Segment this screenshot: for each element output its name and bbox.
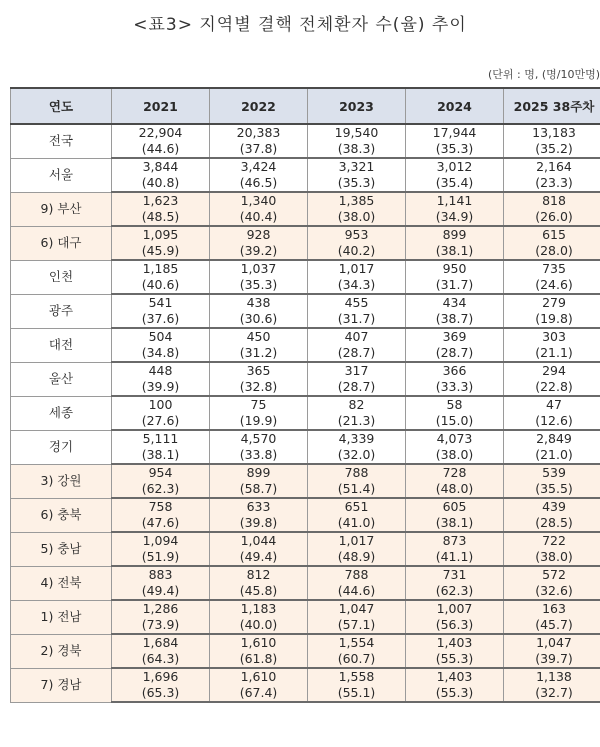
rate-cell: (35.2): [504, 141, 600, 158]
rate-cell: (34.8): [112, 345, 210, 362]
tb-region-table: [10, 87, 600, 703]
count-cell: 100: [112, 396, 210, 413]
rate-cell: (15.0): [406, 413, 504, 430]
count-cell: 1,185: [112, 260, 210, 277]
count-cell: 883: [112, 566, 210, 583]
count-cell: 873: [406, 532, 504, 549]
rate-cell: (21.1): [504, 345, 600, 362]
count-cell: 1,094: [112, 532, 210, 549]
count-cell: 953: [308, 226, 406, 243]
table-row: [11, 600, 600, 617]
region-label: 4) 전북: [11, 566, 112, 600]
count-cell: 899: [210, 464, 308, 481]
rate-cell: (38.0): [504, 549, 600, 566]
count-cell: 303: [504, 328, 600, 345]
rate-cell: (38.0): [406, 447, 504, 464]
count-cell: 1,095: [112, 226, 210, 243]
count-cell: 366: [406, 362, 504, 379]
count-cell: 1,385: [308, 192, 406, 209]
count-cell: 1,007: [406, 600, 504, 617]
count-cell: 455: [308, 294, 406, 311]
rate-cell: (39.9): [112, 379, 210, 396]
count-cell: 1,610: [210, 668, 308, 685]
count-cell: 633: [210, 498, 308, 515]
count-cell: 1,623: [112, 192, 210, 209]
count-cell: 1,684: [112, 634, 210, 651]
count-cell: 788: [308, 464, 406, 481]
count-cell: 5,111: [112, 430, 210, 447]
rate-cell: (45.9): [112, 243, 210, 260]
table-row: [11, 396, 600, 413]
region-label: 세종: [11, 396, 112, 430]
region-label: 1) 전남: [11, 600, 112, 634]
count-cell: 1,037: [210, 260, 308, 277]
region-label: 5) 충남: [11, 532, 112, 566]
count-cell: 75: [210, 396, 308, 413]
rate-cell: (35.5): [504, 481, 600, 498]
count-cell: 448: [112, 362, 210, 379]
count-cell: 758: [112, 498, 210, 515]
region-label: 6) 충북: [11, 498, 112, 532]
count-cell: 20,383: [210, 124, 308, 141]
rate-cell: (41.0): [308, 515, 406, 532]
count-cell: 812: [210, 566, 308, 583]
count-cell: 279: [504, 294, 600, 311]
count-cell: 22,904: [112, 124, 210, 141]
count-cell: 722: [504, 532, 600, 549]
rate-cell: (38.1): [406, 243, 504, 260]
rate-cell: (19.8): [504, 311, 600, 328]
count-cell: 1,610: [210, 634, 308, 651]
rate-cell: (22.8): [504, 379, 600, 396]
region-label: 3) 강원: [11, 464, 112, 498]
count-cell: 58: [406, 396, 504, 413]
count-cell: 728: [406, 464, 504, 481]
count-cell: 1,047: [504, 634, 600, 651]
rate-cell: (26.0): [504, 209, 600, 226]
rate-cell: (37.6): [112, 311, 210, 328]
rate-cell: (55.1): [308, 685, 406, 702]
region-label: 서울: [11, 158, 112, 192]
rate-cell: (60.7): [308, 651, 406, 668]
count-cell: 2,849: [504, 430, 600, 447]
rate-cell: (32.0): [308, 447, 406, 464]
count-cell: 438: [210, 294, 308, 311]
region-label: 9) 부산: [11, 192, 112, 226]
unit-note: (단위 : 명, (명/10만명): [487, 68, 600, 81]
table-row: [11, 294, 600, 311]
rate-cell: (21.0): [504, 447, 600, 464]
rate-cell: (34.3): [308, 277, 406, 294]
rate-cell: (45.8): [210, 583, 308, 600]
table-row: [11, 328, 600, 345]
count-cell: 899: [406, 226, 504, 243]
rate-cell: (40.6): [112, 277, 210, 294]
count-cell: 504: [112, 328, 210, 345]
rate-cell: (30.6): [210, 311, 308, 328]
rate-cell: (39.8): [210, 515, 308, 532]
region-label: 7) 경남: [11, 668, 112, 702]
count-cell: 450: [210, 328, 308, 345]
rate-cell: (28.0): [504, 243, 600, 260]
rate-cell: (45.7): [504, 617, 600, 634]
header-year-2021: 2021: [112, 88, 210, 124]
rate-cell: (44.6): [112, 141, 210, 158]
count-cell: 1,047: [308, 600, 406, 617]
table-row: [11, 362, 600, 379]
rate-cell: (37.8): [210, 141, 308, 158]
header-year-2022: 2022: [210, 88, 308, 124]
rate-cell: (33.8): [210, 447, 308, 464]
rate-cell: (28.7): [406, 345, 504, 362]
table-row: [11, 566, 600, 583]
count-cell: 294: [504, 362, 600, 379]
count-cell: 434: [406, 294, 504, 311]
count-cell: 1,286: [112, 600, 210, 617]
region-label: 울산: [11, 362, 112, 396]
count-cell: 439: [504, 498, 600, 515]
rate-cell: (62.3): [406, 583, 504, 600]
table-row: [11, 430, 600, 447]
table-row: [11, 498, 600, 515]
table-row: [11, 464, 600, 481]
rate-cell: (38.1): [112, 447, 210, 464]
rate-cell: (32.7): [504, 685, 600, 702]
count-cell: 407: [308, 328, 406, 345]
rate-cell: (38.0): [308, 209, 406, 226]
region-label: 대전: [11, 328, 112, 362]
count-cell: 731: [406, 566, 504, 583]
count-cell: 3,012: [406, 158, 504, 175]
rate-cell: (21.3): [308, 413, 406, 430]
count-cell: 1,554: [308, 634, 406, 651]
rate-cell: (56.3): [406, 617, 504, 634]
rate-cell: (40.8): [112, 175, 210, 192]
rate-cell: (28.7): [308, 345, 406, 362]
rate-cell: (58.7): [210, 481, 308, 498]
rate-cell: (62.3): [112, 481, 210, 498]
rate-cell: (35.3): [308, 175, 406, 192]
region-label: 인천: [11, 260, 112, 294]
count-cell: 1,558: [308, 668, 406, 685]
count-cell: 950: [406, 260, 504, 277]
rate-cell: (55.3): [406, 651, 504, 668]
rate-cell: (28.7): [308, 379, 406, 396]
rate-cell: (19.9): [210, 413, 308, 430]
count-cell: 47: [504, 396, 600, 413]
table-row: [11, 226, 600, 243]
count-cell: 1,138: [504, 668, 600, 685]
table-row: [11, 634, 600, 651]
table-row: [11, 260, 600, 277]
rate-cell: (40.2): [308, 243, 406, 260]
rate-cell: (31.7): [406, 277, 504, 294]
rate-cell: (35.4): [406, 175, 504, 192]
rate-cell: (65.3): [112, 685, 210, 702]
rate-cell: (32.6): [504, 583, 600, 600]
count-cell: 788: [308, 566, 406, 583]
rate-cell: (64.3): [112, 651, 210, 668]
rate-cell: (27.6): [112, 413, 210, 430]
count-cell: 651: [308, 498, 406, 515]
count-cell: 605: [406, 498, 504, 515]
rate-cell: (31.2): [210, 345, 308, 362]
rate-cell: (48.0): [406, 481, 504, 498]
rate-cell: (38.3): [308, 141, 406, 158]
count-cell: 3,844: [112, 158, 210, 175]
count-cell: 4,339: [308, 430, 406, 447]
region-label: 광주: [11, 294, 112, 328]
rate-cell: (33.3): [406, 379, 504, 396]
region-label: 전국: [11, 124, 112, 158]
rate-cell: (12.6): [504, 413, 600, 430]
count-cell: 1,141: [406, 192, 504, 209]
rate-cell: (38.1): [406, 515, 504, 532]
count-cell: 539: [504, 464, 600, 481]
count-cell: 17,944: [406, 124, 504, 141]
rate-cell: (51.9): [112, 549, 210, 566]
count-cell: 1,017: [308, 532, 406, 549]
rate-cell: (41.1): [406, 549, 504, 566]
count-cell: 4,073: [406, 430, 504, 447]
header-year-2024: 2024: [406, 88, 504, 124]
count-cell: 1,044: [210, 532, 308, 549]
rate-cell: (35.3): [210, 277, 308, 294]
count-cell: 19,540: [308, 124, 406, 141]
table-title: <표3> 지역별 결핵 전체환자 수(율) 추이: [133, 15, 467, 35]
count-cell: 13,183: [504, 124, 600, 141]
header-year-2025: 2025 38주차: [504, 88, 600, 124]
region-label: 6) 대구: [11, 226, 112, 260]
count-cell: 2,164: [504, 158, 600, 175]
table-row: [11, 192, 600, 209]
rate-cell: (34.9): [406, 209, 504, 226]
table-row: [11, 158, 600, 175]
rate-cell: (24.6): [504, 277, 600, 294]
count-cell: 954: [112, 464, 210, 481]
count-cell: 317: [308, 362, 406, 379]
rate-cell: (23.3): [504, 175, 600, 192]
count-cell: 365: [210, 362, 308, 379]
count-cell: 82: [308, 396, 406, 413]
count-cell: 541: [112, 294, 210, 311]
table-body: [11, 124, 600, 702]
rate-cell: (38.7): [406, 311, 504, 328]
rate-cell: (39.7): [504, 651, 600, 668]
count-cell: 1,183: [210, 600, 308, 617]
rate-cell: (44.6): [308, 583, 406, 600]
region-label: 2) 경북: [11, 634, 112, 668]
rate-cell: (46.5): [210, 175, 308, 192]
count-cell: 1,017: [308, 260, 406, 277]
rate-cell: (40.4): [210, 209, 308, 226]
table-row: [11, 668, 600, 685]
rate-cell: (48.9): [308, 549, 406, 566]
rate-cell: (51.4): [308, 481, 406, 498]
count-cell: 735: [504, 260, 600, 277]
count-cell: 818: [504, 192, 600, 209]
table-container: [10, 87, 600, 747]
count-cell: 3,321: [308, 158, 406, 175]
count-cell: 4,570: [210, 430, 308, 447]
header-region: 연도: [11, 88, 112, 124]
count-cell: 369: [406, 328, 504, 345]
rate-cell: (28.5): [504, 515, 600, 532]
rate-cell: (55.3): [406, 685, 504, 702]
rate-cell: (73.9): [112, 617, 210, 634]
rate-cell: (61.8): [210, 651, 308, 668]
count-cell: 572: [504, 566, 600, 583]
rate-cell: (57.1): [308, 617, 406, 634]
count-cell: 928: [210, 226, 308, 243]
rate-cell: (49.4): [112, 583, 210, 600]
count-cell: 1,340: [210, 192, 308, 209]
rate-cell: (49.4): [210, 549, 308, 566]
rate-cell: (31.7): [308, 311, 406, 328]
header-year-2023: 2023: [308, 88, 406, 124]
count-cell: 163: [504, 600, 600, 617]
count-cell: 615: [504, 226, 600, 243]
header-row: [11, 88, 600, 124]
count-cell: 3,424: [210, 158, 308, 175]
rate-cell: (48.5): [112, 209, 210, 226]
rate-cell: (40.0): [210, 617, 308, 634]
rate-cell: (47.6): [112, 515, 210, 532]
count-cell: 1,696: [112, 668, 210, 685]
region-label: 경기: [11, 430, 112, 464]
rate-cell: (39.2): [210, 243, 308, 260]
rate-cell: (67.4): [210, 685, 308, 702]
table-row: [11, 124, 600, 141]
count-cell: 1,403: [406, 634, 504, 651]
rate-cell: (35.3): [406, 141, 504, 158]
rate-cell: (32.8): [210, 379, 308, 396]
count-cell: 1,403: [406, 668, 504, 685]
table-row: [11, 532, 600, 549]
